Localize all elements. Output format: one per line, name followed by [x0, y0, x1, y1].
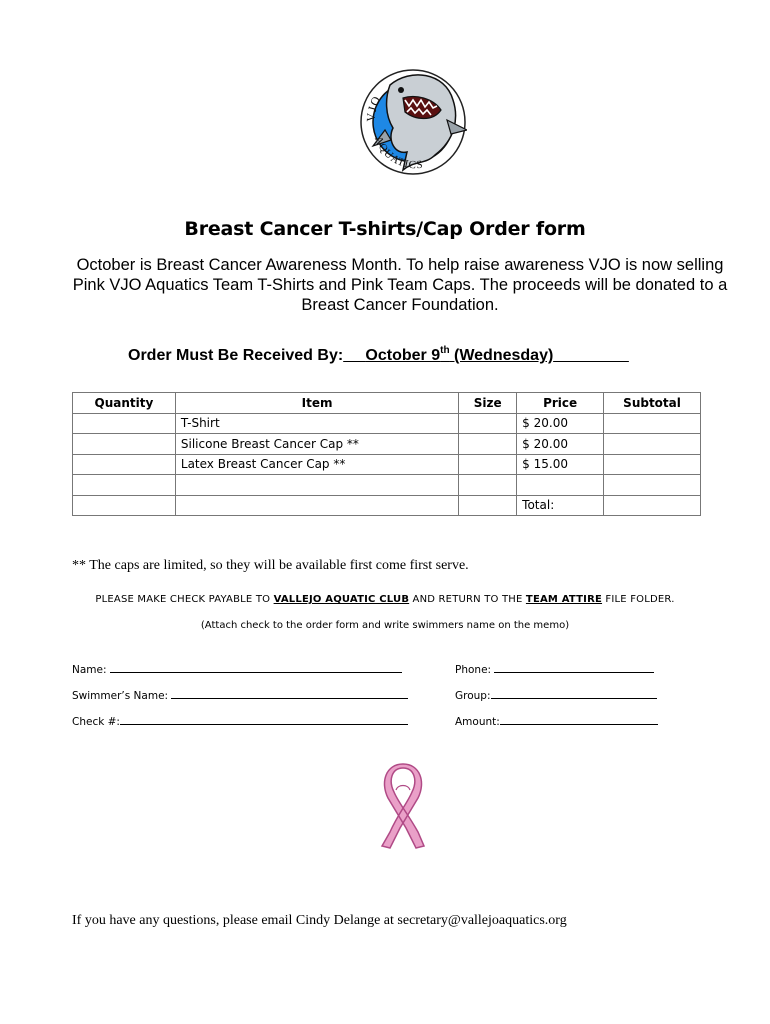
check-number-field — [72, 714, 408, 728]
subtotal-cell[interactable] — [604, 475, 701, 496]
swimmer-name-field — [72, 688, 408, 702]
price-cell[interactable] — [517, 475, 604, 496]
payable-instruction — [0, 594, 770, 605]
swimmer-name-input-line[interactable] — [171, 688, 408, 699]
quantity-cell[interactable] — [73, 413, 176, 434]
subtotal-cell[interactable] — [604, 434, 701, 455]
deadline-date-suffix: th — [440, 345, 450, 356]
item-cell: Silicone Breast Cancer Cap ** — [175, 434, 458, 455]
logo-text-bottom: AQUATICS — [371, 134, 425, 172]
deadline-date: October 9 — [365, 347, 441, 364]
price-cell: $ 20.00 — [517, 413, 604, 434]
name-field — [72, 662, 402, 676]
header-size: Size — [459, 393, 517, 414]
price-cell: $ 20.00 — [517, 434, 604, 455]
size-cell[interactable] — [459, 454, 517, 475]
page-title: Breast Cancer T-shirts/Cap Order form — [184, 218, 586, 240]
table-header-row — [73, 393, 701, 414]
table-row — [73, 495, 701, 516]
table-row — [73, 434, 701, 455]
quantity-cell[interactable] — [73, 475, 176, 496]
phone-input-line[interactable] — [494, 662, 654, 673]
name-label: Name: — [72, 664, 107, 676]
amount-field — [455, 714, 658, 728]
subtotal-cell[interactable] — [604, 413, 701, 434]
header-item: Item — [175, 393, 458, 414]
item-cell: T-Shirt — [175, 413, 458, 434]
amount-label: Amount: — [455, 716, 500, 728]
name-input-line[interactable] — [110, 662, 402, 673]
phone-field — [455, 662, 654, 676]
order-table — [72, 392, 701, 516]
check-number-label: Check #: — [72, 716, 120, 728]
quantity-cell[interactable] — [73, 454, 176, 475]
check-number-input-line[interactable] — [120, 714, 408, 725]
size-cell[interactable] — [459, 413, 517, 434]
table-row — [73, 413, 701, 434]
size-cell[interactable] — [459, 495, 517, 516]
amount-input-line[interactable] — [500, 714, 658, 725]
group-input-line[interactable] — [491, 688, 657, 699]
total-cell[interactable] — [604, 495, 701, 516]
price-cell: $ 15.00 — [517, 454, 604, 475]
table-row — [73, 475, 701, 496]
deadline-label: Order Must Be Received By: — [128, 347, 344, 364]
group-field — [455, 688, 657, 702]
vjo-aquatics-logo — [355, 60, 467, 178]
size-cell[interactable] — [459, 434, 517, 455]
subtotal-cell[interactable] — [604, 454, 701, 475]
table-row — [73, 454, 701, 475]
payable-club: VALLEJO AQUATIC CLUB — [273, 594, 410, 605]
item-cell[interactable] — [175, 475, 458, 496]
total-label-cell: Total: — [517, 495, 604, 516]
pink-ribbon-icon — [372, 762, 434, 850]
phone-label: Phone: — [455, 664, 492, 676]
group-label: Group: — [455, 690, 491, 702]
quantity-cell[interactable] — [73, 495, 176, 516]
quantity-cell[interactable] — [73, 434, 176, 455]
size-cell[interactable] — [459, 475, 517, 496]
contact-footer: If you have any questions, please email Cindy Delange at secretary@vallejoaquatics.org — [72, 913, 567, 928]
header-quantity: Quantity — [73, 393, 176, 414]
payable-mid: AND RETURN TO THE — [409, 594, 526, 605]
item-cell: Latex Breast Cancer Cap ** — [175, 454, 458, 475]
payable-post: FILE FOLDER. — [602, 594, 675, 605]
deadline-day: (Wednesday) — [454, 347, 554, 364]
logo-text-top: VJO — [363, 93, 384, 123]
caps-note: ** The caps are limited, so they will be available first come first serve. — [72, 558, 469, 573]
header-price: Price — [517, 393, 604, 414]
item-cell[interactable] — [175, 495, 458, 516]
payable-pre: PLEASE MAKE CHECK PAYABLE TO — [95, 594, 274, 605]
intro-paragraph: October is Breast Cancer Awareness Month. To help raise awareness VJO is now selling Pink VJO Aquatics Team T-Shirts and Pink Team Caps. The proceeds will be donated to a Breast Cancer Foundation. — [72, 256, 728, 314]
header-subtotal: Subtotal — [604, 393, 701, 414]
payable-folder: TEAM ATTIRE — [525, 594, 603, 605]
swimmer-name-label: Swimmer’s Name: — [72, 690, 169, 702]
deadline-line — [128, 345, 629, 365]
attach-note: (Attach check to the order form and write swimmers name on the memo) — [200, 620, 570, 631]
